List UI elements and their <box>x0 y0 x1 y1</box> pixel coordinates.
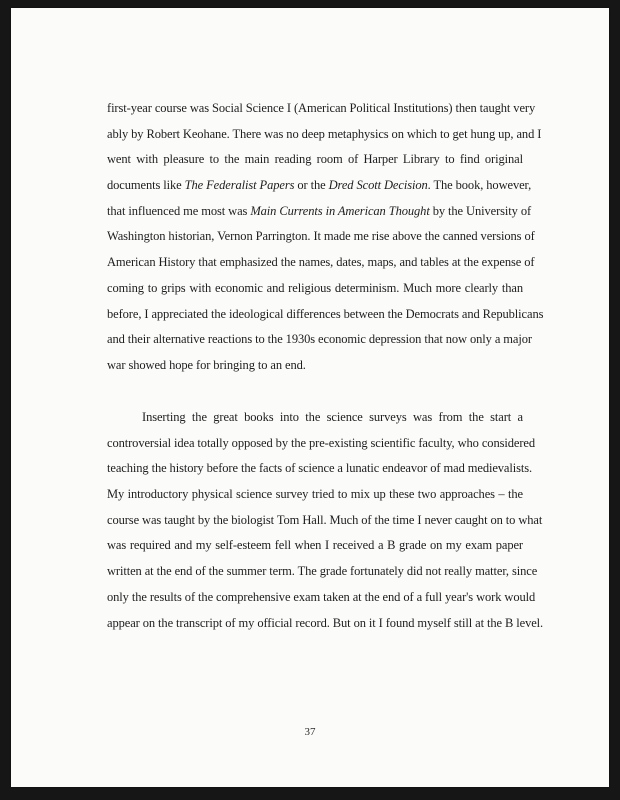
text-run: course was taught by the biologist Tom Hall. Much of the time I never caught on to what <box>107 512 543 527</box>
text-run: only the results of the comprehensive exam taken at the end of a full year's work would <box>107 589 536 604</box>
text-run: was required and my self-esteem fell when I received a B grade on my exam paper <box>107 538 523 553</box>
text-run: appear on the transcript of my official record. But on it I found myself still at the B level. <box>107 615 544 630</box>
text-run: teaching the history before the facts of science a lunatic endeavor of mad medievalists. <box>107 461 533 476</box>
text-line <box>107 611 544 637</box>
text-line <box>107 96 536 122</box>
text-run: My introductory physical science survey tried to mix up these two approaches – the <box>107 487 523 502</box>
italic-title: Main Currents in American Thought <box>250 203 430 218</box>
text-line <box>107 559 538 585</box>
text-run: Inserting the great books into the science surveys was from the start a <box>142 410 523 424</box>
text-run: that influenced me most was <box>107 203 251 218</box>
page-number: 37 <box>304 726 316 738</box>
text-run: went with pleasure to the main reading room of Harper Library to find original <box>107 152 523 167</box>
text-line <box>107 533 523 559</box>
text-run: American History that emphasized the names, dates, maps, and tables at the expense of <box>107 255 535 270</box>
text-run: before, I appreciated the ideological differences between the Democrats and Republicans <box>107 306 544 321</box>
text-line <box>107 224 535 250</box>
text-run: . The book, however, <box>427 178 532 193</box>
document-page <box>11 8 609 787</box>
text-line <box>107 585 536 611</box>
text-line <box>107 431 536 457</box>
text-run: coming to grips with economic and religious determinism. Much more clearly than <box>107 280 523 295</box>
text-line <box>107 199 532 225</box>
text-line <box>107 353 523 379</box>
italic-title: Dred Scott Decision <box>328 178 428 193</box>
text-run: documents like <box>107 178 185 193</box>
text-run: controversial idea totally opposed by the pre-existing scientific faculty, who considered <box>107 435 536 450</box>
text-line <box>107 456 533 482</box>
text-line <box>107 147 523 173</box>
text-run: war showed hope for bringing to an end. <box>107 357 306 372</box>
text-run: ably by Robert Keohane. There was no deep metaphysics on which to get hung up, and I <box>107 126 542 141</box>
text-run: or the <box>294 178 329 193</box>
text-line <box>107 250 535 276</box>
text-run: written at the end of the summer term. The grade fortunately did not really matter, since <box>107 564 538 579</box>
text-line <box>107 173 532 199</box>
text-run: by the University of <box>429 203 532 218</box>
text-line <box>107 122 542 148</box>
text-run: first-year course was Social Science I (American Political Institutions) then taught very <box>107 101 536 115</box>
text-run: Washington historian, Vernon Parrington. It made me rise above the canned versions of <box>107 229 535 244</box>
paragraph-1 <box>107 96 544 379</box>
paragraph-2 <box>107 405 544 636</box>
text-run: and their alternative reactions to the 1930s economic depression that now only a major <box>107 332 532 347</box>
text-line <box>107 508 543 534</box>
text-line <box>107 276 523 302</box>
text-line <box>107 302 544 328</box>
text-line <box>107 327 532 353</box>
italic-title: The Federalist Papers <box>184 178 295 193</box>
text-line <box>107 405 523 431</box>
text-line <box>107 482 523 508</box>
